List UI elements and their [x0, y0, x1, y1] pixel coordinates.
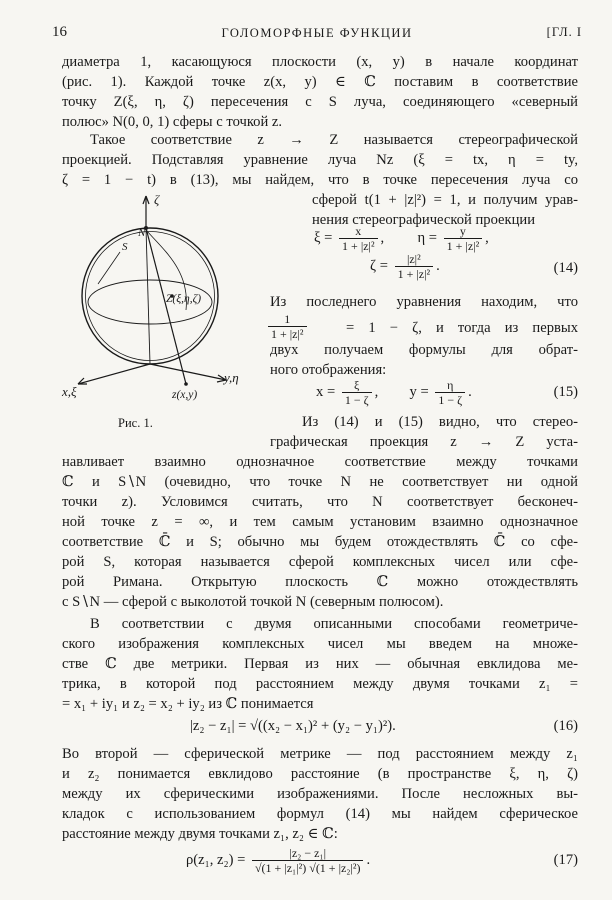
fig-label-zeta: ζ — [154, 192, 160, 207]
chapter-marker: [ГЛ. I — [546, 25, 582, 39]
figure-riemann-sphere — [58, 192, 254, 408]
equation-16: |z₂ − z₁| = √((x₂ − x₁)² + (y₂ − y₁)²). — [190, 718, 396, 734]
fig-label-z: z(x,y) — [172, 389, 198, 401]
equation-17: ρ(z₁, z₂) = $\frac{\text{|z₂ − z₁|}}{\text{√(1 + |z₁|²) √(1 + |z₂|²)}}$ . — [186, 846, 371, 875]
text-line: ℂ и S∖N (очевидно, что точке N не соответствует ни одной — [62, 474, 578, 490]
text-line: стве ℂ две метрики. Первая из них — обычная евклидова ме- — [62, 656, 578, 672]
text-line: точку Z(ξ, η, ζ) пересечения с S луча, соединяющего «северный — [62, 94, 578, 110]
text-line: проекцией. Подставляя уравнение луча Nz (ξ = tx, η = ty, — [62, 152, 578, 168]
fig-label-Z: Z(ξ,η,ζ) — [166, 293, 202, 305]
equation-number-15: (15) — [553, 384, 578, 400]
text-line: кладок с использованием формул (14) мы найдем сферическое — [62, 806, 578, 822]
text-line: двух получаем формулы для обрат- — [270, 342, 578, 358]
text-line: рой Римана. Открытую плоскость ℂ можно отождествлять — [62, 574, 578, 590]
text-line: нения стереографической проекции — [312, 212, 536, 228]
text-line: (рис. 1). Каждой точке z(x, y) ∈ ℂ поставим в соответствие — [62, 74, 578, 90]
vertical-diameter — [146, 228, 150, 364]
text-line: полюс» N(0, 0, 1) сферы с точкой z. — [62, 114, 283, 130]
text-line: Такое соответствие z → Z называется стереографической — [90, 132, 578, 148]
text-line: ского изображения комплексных чисел мы введем на множе- — [62, 636, 578, 652]
equation-15: x = $\frac{\xi}{1 - \zeta}$ , y = $\frac{\eta}{1 - \zeta}$ . — [316, 378, 472, 407]
text-line: с S∖N — сферой с выколотой точкой N (северным полюсом). — [62, 594, 444, 610]
text-line: и z₂ понимается евклидово расстояние (в пространстве ξ, η, ζ) — [62, 766, 578, 782]
s-pointer — [98, 252, 120, 284]
text-line: Во второй — сферической метрике — под расстоянием между z₁ — [62, 746, 578, 762]
page-number: 16 — [52, 24, 67, 40]
text-line: трика, в которой под расстоянием между двумя точками z₁ = — [62, 676, 578, 692]
text-line: точки z). Условимся считать, что N соответствует бесконеч- — [62, 494, 578, 510]
equation-number-17: (17) — [553, 852, 578, 868]
inline-fraction-line: $\frac{1}{\text{1 + |z|²}}$ — [268, 312, 310, 341]
x-axis — [78, 364, 150, 384]
text-line: диаметра 1, касающуюся плоскости (x, y) в начале координат — [62, 54, 578, 70]
fig-label-y: y,η — [224, 370, 239, 385]
running-title: ГОЛОМОРФНЫЕ ФУНКЦИИ — [221, 26, 413, 40]
text-line: рой S, которая называется сферой комплексных чисел или сфе- — [62, 554, 578, 570]
text-line: = x₁ + iy₁ и z₂ = x₂ + iy₂ из ℂ понимается — [62, 696, 314, 712]
text-line: = 1 − ζ, и тогда из первых — [346, 320, 578, 336]
text-line: навливает взаимно однозначное соответствие между точками — [62, 454, 578, 470]
y-axis — [150, 364, 226, 380]
text-line: ного отображения: — [270, 362, 387, 378]
equation-number-14: (14) — [553, 260, 578, 276]
text-line: Из последнего уравнения находим, что — [270, 294, 578, 310]
text-line: между их сферическими изображениями. После несложных вы- — [62, 786, 578, 802]
text-line: ной точке z = ∞, и тем самым установим взаимно однозначное — [62, 514, 578, 530]
fig-label-N: N — [138, 227, 146, 239]
text-line: ζ = 1 − t) в (13), мы найдем, что в точке пересечения луча со — [62, 172, 578, 188]
text-line: Из (14) и (15) видно, что стерео- — [302, 414, 578, 430]
text-line: В соответствии с двумя описанными способами геометриче- — [90, 616, 578, 632]
text-line: сферой t(1 + |z|²) = 1, и получим урав- — [312, 192, 578, 208]
running-header — [52, 24, 582, 44]
z-plane-dot — [184, 382, 188, 386]
sphere-diagram — [58, 192, 254, 408]
equation-14-xi-eta: ξ = $\frac{x}{\text{1 + |z|²}}$ , η = $\frac{y}{\text{1 + |z|²}}$ , — [314, 224, 489, 253]
equation-number-16: (16) — [553, 718, 578, 734]
text-line: соответствие ℂ̄ и S; обычно мы будем отождествлять ℂ̄ со сфе- — [62, 534, 578, 550]
equation-14-zeta: ζ = $\frac{\text{|z|²}}{\text{1 + |z|²}}$ . — [370, 252, 440, 281]
figure-caption: Рис. 1. — [118, 416, 153, 430]
text-line: графическая проекция z → Z уста- — [270, 434, 578, 450]
fig-label-S: S — [122, 241, 128, 253]
text-line: расстояние между двумя точками z₁, z₂ ∈ ℂ: — [62, 826, 338, 842]
fig-label-x: x,ξ — [62, 384, 77, 399]
